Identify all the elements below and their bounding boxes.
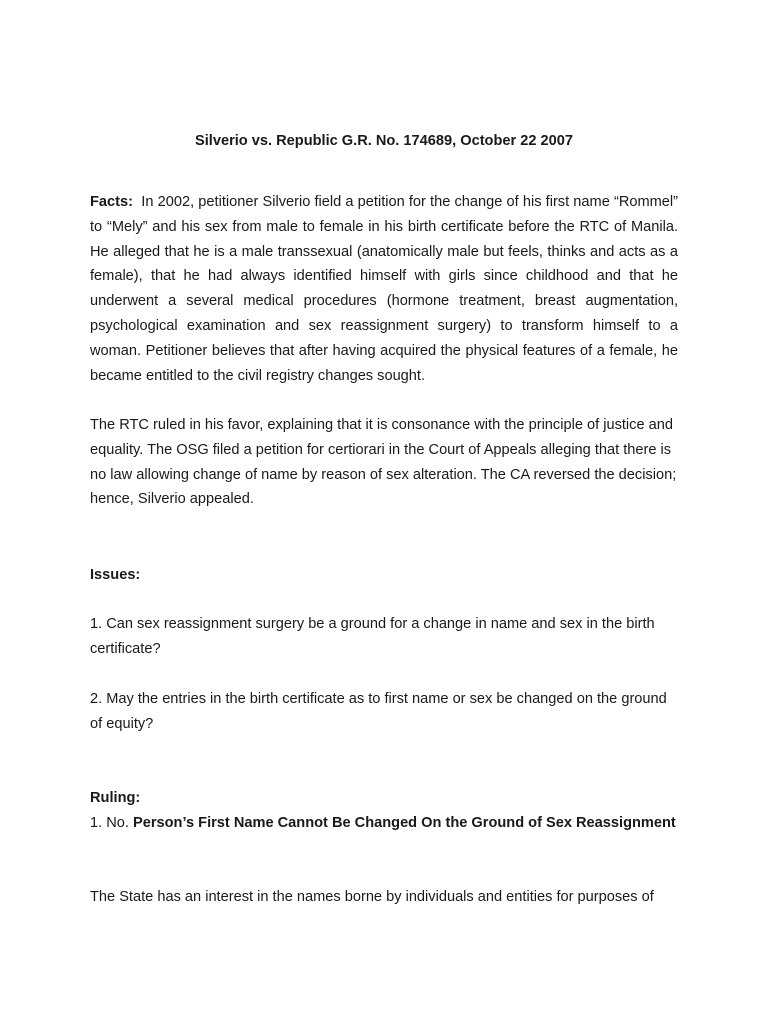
ruling-item [90, 811, 678, 836]
document-title: Silverio vs. Republic G.R. No. 174689, October 22 2007 [195, 133, 573, 149]
facts-label: Facts: [90, 194, 133, 210]
ruling-item-heading: Person’s First Name Cannot Be Changed On the Ground of Sex Reassignment [133, 815, 676, 831]
issue-item: 1. Can sex reassignment surgery be a ground for a change in name and sex in the birth certificate? [90, 616, 655, 657]
issue-item: 2. May the entries in the birth certificate as to first name or sex be changed on the ground of equity? [90, 691, 667, 732]
state-interest-paragraph: The State has an interest in the names borne by individuals and entities for purposes of [90, 889, 654, 905]
ruling-item-prefix: 1. No. [90, 815, 129, 831]
ruling-heading: Ruling: [90, 790, 141, 806]
rtc-ruling-paragraph: The RTC ruled in his favor, explaining that it is consonance with the principle of justice and equality. The OSG filed a petition for certiorari in the Court of Appeals alleging that there is no law allowing change of name by reason of sex alteration. The CA reversed the decision; hence, Silverio appealed. [90, 417, 677, 508]
issues-heading: Issues: [90, 567, 141, 583]
facts-paragraph [90, 190, 678, 388]
facts-text: In 2002, petitioner Silverio field a petition for the change of his first name “Rommel” to “Mely” and his sex from male to female in his birth certificate before the RTC of Manila. He alleged that he is a male transsexual (anatomically male but feels, thinks and acts as a female), that he had always identified himself with girls since childhood and that he underwent a several medical procedures (hormone treatment, breast augmentation, psychological examination and sex reassignment surgery) to transform himself to a woman. Petitioner believes that after having acquired the physical features of a female, he became entitled to the civil registry changes sought. [90, 194, 679, 384]
